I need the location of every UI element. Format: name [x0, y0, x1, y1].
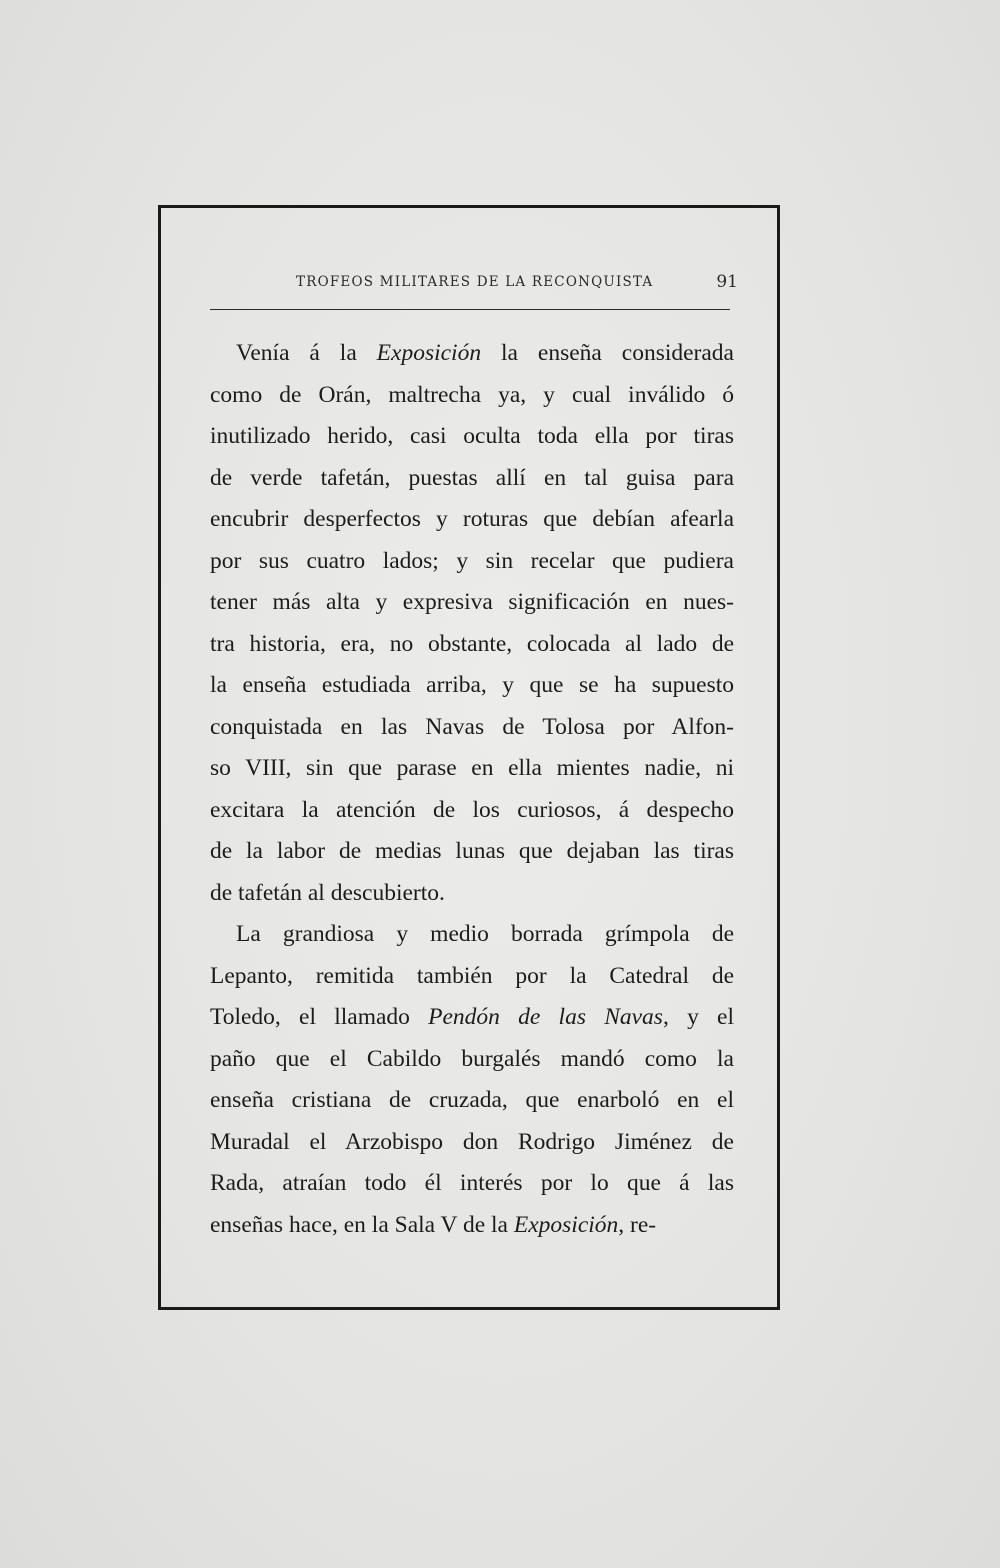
running-title: TROFEOS MILITARES DE LA RECONQUISTA: [296, 274, 654, 290]
italic-text: Pendón de las Navas: [428, 1004, 663, 1030]
text-line: Venía á la Exposición la enseña considerada: [236, 340, 734, 366]
text-line: como de Orán, maltrecha ya, y cual inválido ó: [210, 381, 734, 408]
page-number: 91: [716, 272, 738, 292]
header-rule: [210, 309, 730, 310]
text-line: excitara la atención de los curiosos, á despecho: [210, 796, 734, 823]
text-line: Muradal el Arzobispo don Rodrigo Jiménez de: [210, 1128, 734, 1155]
text-line: de tafetán al descubierto.: [210, 879, 445, 906]
body-text: [210, 333, 734, 1246]
text-line: de la labor de medias lunas que dejaban las tiras: [210, 838, 734, 864]
text-line: enseña cristiana de cruzada, que enarboló en el: [210, 1087, 734, 1113]
paragraph: [210, 333, 734, 914]
paragraph: [210, 914, 734, 1246]
text-line: La grandiosa y medio borrada grímpola de: [236, 921, 734, 947]
text-line: Toledo, el llamado Pendón de las Navas, y el: [210, 1004, 735, 1030]
text-line: por sus cuatro lados; y sin recelar que pudiera: [210, 547, 734, 574]
page-header: [210, 268, 740, 304]
text-line: inutilizado herido, casi oculta toda ella por tiras: [210, 423, 734, 449]
text-line: de verde tafetán, puestas allí en tal guisa para: [210, 464, 734, 491]
text-line: conquistada en las Navas de Tolosa por Alfon-: [210, 713, 734, 740]
italic-text: Exposición: [513, 1211, 619, 1238]
text-line: tener más alta y expresiva significación en nues-: [210, 589, 734, 615]
text-line: la enseña estudiada arriba, y que se ha supuesto: [210, 672, 734, 698]
text-line: tra historia, era, no obstante, colocada al lado de: [210, 630, 734, 657]
italic-text: Exposición: [376, 340, 482, 366]
text-line: encubrir desperfectos y roturas que debían afearla: [210, 506, 734, 532]
text-line: Lepanto, remitida también por la Catedral de: [210, 962, 734, 989]
text-line: Rada, atraían todo él interés por lo que á las: [210, 1170, 734, 1196]
text-line: enseñas hace, en la Sala V de la Exposición, re-: [210, 1211, 657, 1238]
text-line: so VIII, sin que parase en ella mientes nadie, ni: [210, 755, 734, 781]
text-line: paño que el Cabildo burgalés mandó como la: [210, 1045, 734, 1072]
